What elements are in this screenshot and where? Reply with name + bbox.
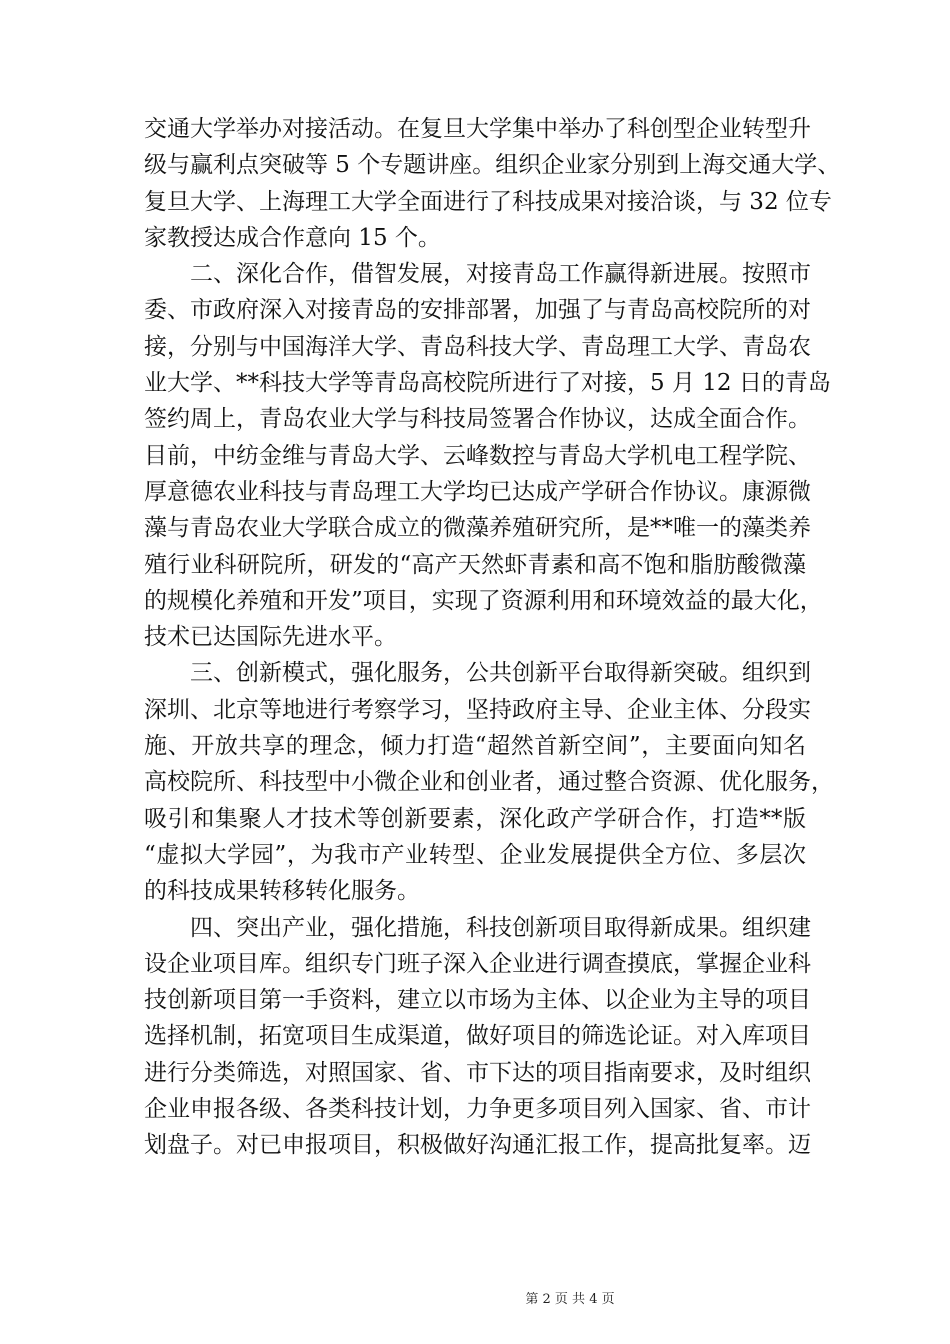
text-line: 进行分类筛选，对照国家、省、市下达的项目指南要求，及时组织: [144, 1059, 811, 1086]
text-line: 设企业项目库。组织专门班子深入企业进行调查摸底，掌握企业科: [144, 950, 811, 977]
text-line: 划盘子。对已申报项目，积极做好沟通汇报工作，提高批复率。迈: [144, 1132, 811, 1159]
text-line: 复旦大学、上海理工大学全面进行了科技成果对接洽谈，与 32 位专: [144, 188, 832, 215]
text-line: 二、深化合作，借智发展，对接青岛工作赢得新进展。按照市: [190, 261, 811, 288]
text-line: 深圳、北京等地进行考察学习，坚持政府主导、企业主体、分段实: [144, 696, 811, 723]
text-line: “虚拟大学园”，为我市产业转型、企业发展提供全方位、多层次: [144, 841, 806, 868]
text-line: 签约周上，青岛农业大学与科技局签署合作协议，达成全面合作。: [144, 406, 811, 433]
page-number-footer: 第 2 页 共 4 页: [525, 1292, 615, 1307]
text-line: 藻与青岛农业大学联合成立的微藻养殖研究所，是**唯一的藻类养: [144, 515, 811, 542]
text-line: 业大学、**科技大学等青岛高校院所进行了对接，5 月 12 日的青岛: [144, 370, 831, 397]
text-line: 交通大学举办对接活动。在复旦大学集中举办了科创型企业转型升: [144, 116, 811, 142]
text-line: 高校院所、科技型中小微企业和创业者，通过整合资源、优化服务，: [144, 769, 834, 796]
text-line: 技创新项目第一手资料，建立以市场为主体、以企业为主导的项目: [144, 987, 811, 1014]
text-line: 的规模化养殖和开发”项目，实现了资源利用和环境效益的最大化，: [144, 587, 823, 614]
text-line: 企业申报各级、各类科技计划，力争更多项目列入国家、省、市计: [144, 1096, 811, 1123]
text-line: 级与赢利点突破等 5 个专题讲座。组织企业家分别到上海交通大学、: [144, 152, 841, 179]
text-line: 三、创新模式，强化服务，公共创新平台取得新突破。组织到: [190, 660, 811, 687]
text-line: 吸引和集聚人才技术等创新要素，深化政产学研合作，打造**版: [144, 805, 806, 832]
text-line: 选择机制，拓宽项目生成渠道，做好项目的筛选论证。对入库项目: [144, 1023, 811, 1050]
text-line: 委、市政府深入对接青岛的安排部署，加强了与青岛高校院所的对: [144, 297, 811, 324]
text-line: 家教授达成合作意向 15 个。: [144, 224, 441, 251]
text-line: 目前，中纺金维与青岛大学、云峰数控与青岛大学机电工程学院、: [144, 442, 811, 469]
text-line: 施、开放共享的理念，倾力打造“超然首新空间”，主要面向知名: [144, 733, 806, 760]
text-line: 接，分别与中国海洋大学、青岛科技大学、青岛理工大学、青岛农: [144, 333, 811, 360]
text-line: 的科技成果转移转化服务。: [144, 878, 420, 905]
text-line: 殖行业科研院所，研发的“高产天然虾青素和高不饱和脂肪酸微藻: [144, 551, 806, 578]
text-line: 四、突出产业，强化措施，科技创新项目取得新成果。组织建: [190, 914, 811, 941]
document-body: [144, 111, 841, 1164]
text-line: 厚意德农业科技与青岛理工大学均已达成产学研合作协议。康源微: [144, 478, 811, 505]
text-line: 技术已达国际先进水平。: [144, 624, 397, 651]
